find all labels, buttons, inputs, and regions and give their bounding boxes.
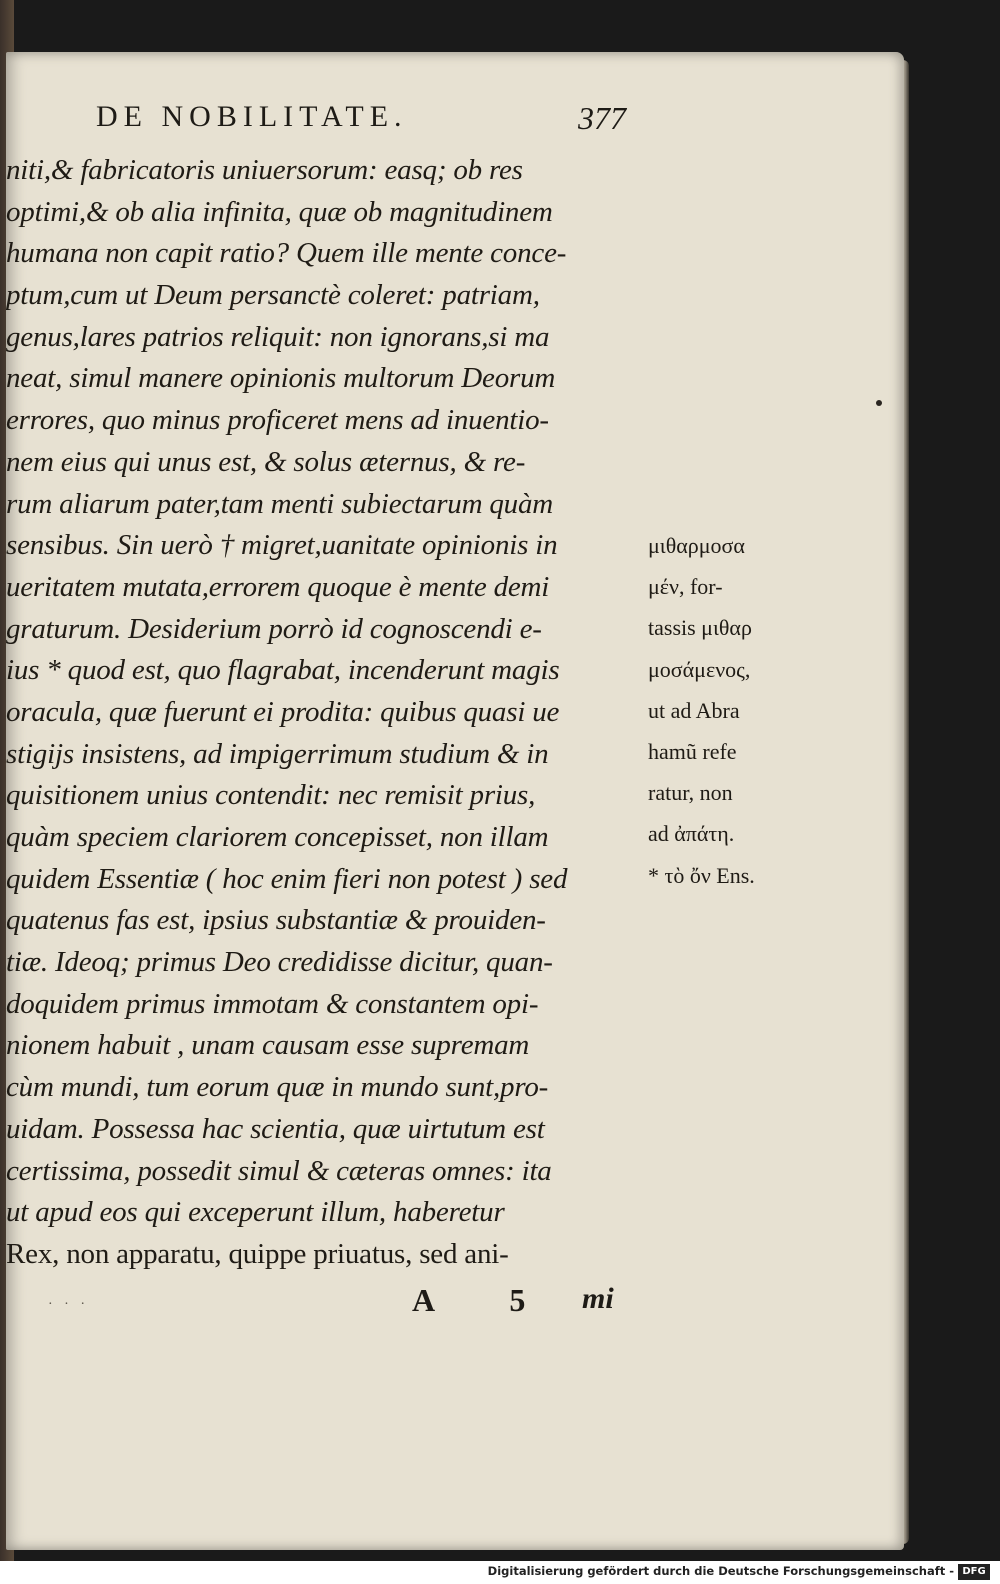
- text-line: Rex, non apparatu, quippe priuatus, sed ani-: [6, 1237, 509, 1270]
- text-line: stigijs insistens, ad impigerrimum studium & in: [6, 737, 549, 770]
- footer-bar: [0, 1561, 1000, 1584]
- text-line: humana non capit ratio? Quem ille mente conce-: [6, 237, 567, 270]
- ink-specks: · · ·: [48, 1297, 89, 1312]
- margin-note-line: ad ἀπάτη.: [648, 821, 735, 847]
- catchword: mi: [582, 1282, 614, 1315]
- text-line: oracula, quæ fuerunt ei prodita: quibus quasi ue: [6, 695, 560, 728]
- margin-mark: [876, 400, 882, 406]
- body-text: [6, 150, 636, 1276]
- text-line: quidem Essentiæ ( hoc enim fieri non potest ) sed: [6, 862, 568, 895]
- margin-note-line: ut ad Abra: [648, 697, 740, 723]
- text-line: quisitionem unius contendit: nec remisit prius,: [6, 779, 536, 812]
- text-line: niti,& fabricatoris uniuersorum: easq; ob res: [6, 154, 523, 186]
- margin-notes: [648, 525, 798, 896]
- dfg-logo: DFG: [958, 1564, 990, 1580]
- text-line: ueritatem mutata,errorem quoque è mente demi: [6, 570, 550, 603]
- running-head: DE NOBILITATE.: [96, 100, 408, 133]
- page-number: 377: [578, 100, 626, 136]
- text-line: optimi,& ob alia infinita, quæ ob magnitudinem: [6, 195, 553, 228]
- text-line: nem eius qui unus est, & solus æternus, & re-: [6, 445, 526, 478]
- text-line: rum aliarum pater,tam menti subiectarum quàm: [6, 487, 554, 520]
- text-line: neat, simul manere opinionis multorum Deorum: [6, 362, 556, 395]
- margin-note-line: hamũ refe: [648, 738, 737, 764]
- text-line: quàm speciem clariorem concepisset, non illam: [6, 821, 549, 853]
- text-line: uidam. Possessa hac scientia, quæ uirtutum est: [6, 1112, 545, 1145]
- text-line: nionem habuit , unam causam esse supremam: [6, 1029, 530, 1062]
- margin-note-line: ratur, non: [648, 780, 733, 806]
- margin-note-line: μέν, for-: [648, 574, 723, 600]
- margin-note-line: tassis μιθαρ: [648, 615, 752, 641]
- text-line: graturum. Desiderium porrò id cognoscendi e-: [6, 612, 542, 645]
- text-line: tiæ. Ideoq; primus Deo credidisse dicitur, quan-: [6, 946, 553, 979]
- text-line: sensibus. Sin uerò † migret,uanitate opinionis in: [6, 529, 558, 562]
- text-line: ut apud eos qui exceperunt illum, haberetur: [6, 1196, 505, 1229]
- text-line: doquidem primus immotam & constantem opi-: [6, 987, 539, 1020]
- text-line: errores, quo minus proficeret mens ad inuentio-: [6, 404, 549, 437]
- text-line: certissima, possedit simul & cæteras omnes: ita: [6, 1154, 552, 1187]
- margin-note-line: μιθαρμοσα: [648, 533, 745, 558]
- signature-mark: A 5: [412, 1282, 560, 1318]
- text-line: ptum,cum ut Deum persanctè coleret: patriam,: [6, 279, 540, 312]
- footer-credit: Digitalisierung gefördert durch die Deutsche Forschungsgemeinschaft -: [487, 1564, 954, 1578]
- text-line: quatenus fas est, ipsius substantiæ & prouiden-: [6, 904, 546, 937]
- margin-note-line: μοσάμενος,: [648, 656, 751, 682]
- margin-note-line: * τὸ ὄν Ens.: [648, 862, 755, 888]
- text-line: cùm mundi, tum eorum quæ in mundo sunt,pro-: [6, 1071, 549, 1104]
- text-line: genus,lares patrios reliquit: non ignorans,si ma: [6, 320, 550, 353]
- text-line: ius * quod est, quo flagrabat, incenderunt magis: [6, 654, 560, 687]
